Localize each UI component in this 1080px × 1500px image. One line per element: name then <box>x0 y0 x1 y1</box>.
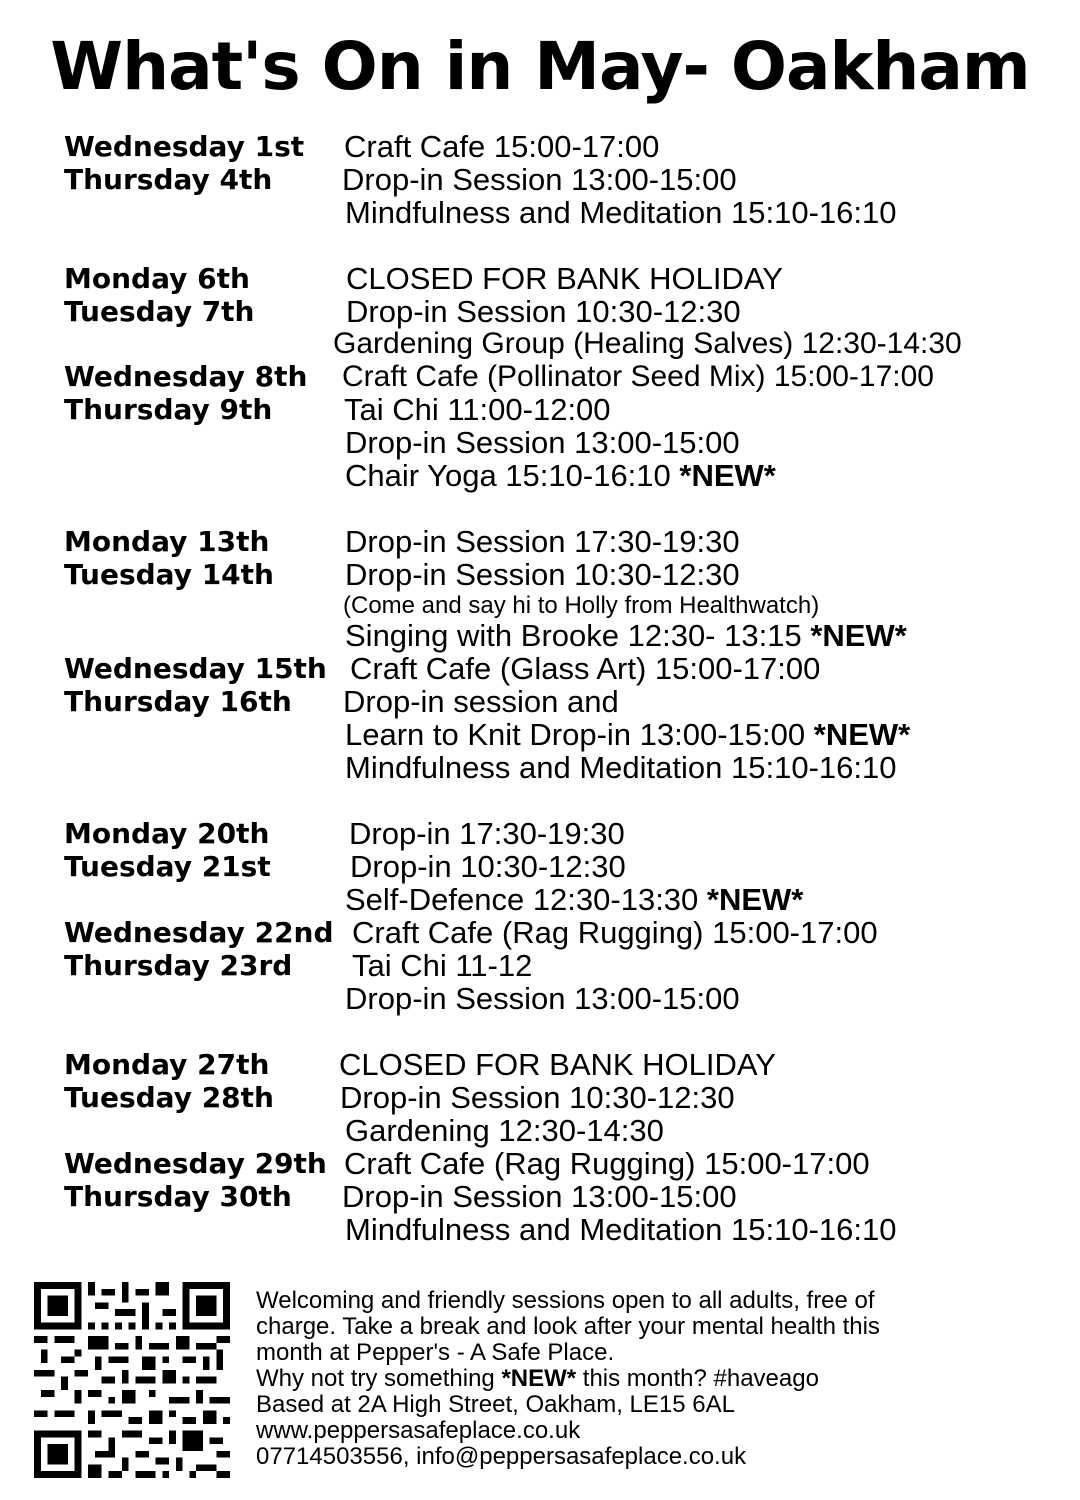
footer-line <box>256 1366 1056 1392</box>
event-label: Craft Cafe 15:00-17:00 <box>344 129 660 164</box>
event-label: Drop-in Session 10:30-12:30 <box>346 294 741 329</box>
event-label: Drop-in Session 13:00-15:00 <box>342 162 737 197</box>
page-title: What's On in May- Oakham <box>50 28 1030 105</box>
day-label: Monday 27th <box>64 1048 270 1081</box>
footer-line: month at Pepper's - A Safe Place. <box>256 1339 615 1366</box>
event-label: Craft Cafe (Rag Rugging) 15:00-17:00 <box>344 1146 870 1181</box>
day-label: Thursday 23rd <box>64 949 293 982</box>
event-label: Drop-in Session 10:30-12:30 <box>345 557 740 592</box>
schedule-row <box>0 558 1080 592</box>
schedule-row <box>0 130 1080 164</box>
event-label <box>345 459 776 493</box>
schedule-row <box>0 327 1080 361</box>
footer-line: charge. Take a break and look after your mental health this <box>256 1313 880 1340</box>
event-label <box>345 718 910 752</box>
footer-text: this month? #haveago <box>576 1365 819 1392</box>
schedule-row <box>0 817 1080 851</box>
day-label: Monday 13th <box>64 525 270 558</box>
event-text: Chair Yoga 15:10-16:10 <box>345 458 671 493</box>
event-text: Singing with Brooke 12:30- 13:15 <box>345 618 802 653</box>
event-label: Drop-in Session 13:00-15:00 <box>342 1179 737 1214</box>
new-badge: *NEW* <box>501 1365 577 1392</box>
new-badge: *NEW* <box>706 882 804 917</box>
event-label: Drop-in 17:30-19:30 <box>349 816 625 851</box>
event-label <box>345 619 907 653</box>
event-label: Mindfulness and Meditation 15:10-16:10 <box>345 1212 897 1247</box>
day-label: Monday 20th <box>64 817 270 850</box>
schedule-row <box>0 619 1080 653</box>
schedule-row <box>0 360 1080 394</box>
schedule-row <box>0 459 1080 493</box>
day-label: Monday 6th <box>64 262 250 295</box>
event-label: Craft Cafe (Glass Art) 15:00-17:00 <box>350 651 821 686</box>
event-text: Self-Defence 12:30-13:30 <box>345 882 699 917</box>
event-label: Mindfulness and Meditation 15:10-16:10 <box>345 750 897 785</box>
event-label <box>345 883 803 917</box>
event-label: Gardening 12:30-14:30 <box>345 1113 664 1148</box>
schedule-row <box>0 949 1080 983</box>
schedule-row <box>0 1147 1080 1181</box>
day-label: Wednesday 1st <box>64 130 305 163</box>
address-line: Based at 2A High Street, Oakham, LE15 6AL <box>256 1391 735 1418</box>
schedule-row <box>0 426 1080 460</box>
day-label: Thursday 16th <box>64 685 292 718</box>
new-badge: *NEW* <box>813 717 911 752</box>
website-link[interactable]: www.peppersasafeplace.co.uk <box>256 1417 581 1444</box>
day-label: Tuesday 7th <box>64 295 255 328</box>
new-badge: *NEW* <box>810 618 907 653</box>
event-label: Drop-in Session 10:30-12:30 <box>340 1080 735 1115</box>
event-label: Craft Cafe (Pollinator Seed Mix) 15:00-17:00 <box>342 360 934 393</box>
event-label: CLOSED FOR BANK HOLIDAY <box>346 261 783 296</box>
schedule-row <box>0 1180 1080 1214</box>
event-label: Mindfulness and Meditation 15:10-16:10 <box>345 195 897 230</box>
event-label: Tai Chi 11:00-12:00 <box>344 392 611 427</box>
day-label: Thursday 9th <box>64 393 273 426</box>
event-label: Craft Cafe (Rag Rugging) 15:00-17:00 <box>352 915 878 950</box>
day-label: Tuesday 28th <box>64 1081 274 1114</box>
event-label: Drop-in 10:30-12:30 <box>350 849 626 884</box>
schedule-row <box>0 883 1080 917</box>
event-label: Drop-in session and <box>343 684 619 719</box>
day-label: Tuesday 14th <box>64 558 274 591</box>
contact-line[interactable]: 07714503556, info@peppersasafeplace.co.uk <box>256 1443 747 1470</box>
schedule-row <box>0 1114 1080 1148</box>
event-text: Learn to Knit Drop-in 13:00-15:00 <box>345 717 806 752</box>
schedule-row <box>0 718 1080 752</box>
schedule-row <box>0 916 1080 950</box>
event-label: Tai Chi 11-12 <box>352 948 533 983</box>
footer-info <box>256 1288 1056 1470</box>
event-note: (Come and say hi to Holly from Healthwatch) <box>343 592 820 619</box>
schedule-row <box>0 685 1080 719</box>
day-label: Wednesday 8th <box>64 360 308 393</box>
schedule-row <box>0 850 1080 884</box>
schedule-row <box>0 751 1080 785</box>
event-label: Gardening Group (Healing Salves) 12:30-14:30 <box>333 327 962 360</box>
event-label: CLOSED FOR BANK HOLIDAY <box>339 1047 776 1082</box>
schedule-row <box>0 295 1080 329</box>
schedule-row <box>0 982 1080 1016</box>
schedule-row <box>0 1048 1080 1082</box>
day-label: Thursday 30th <box>64 1180 292 1213</box>
day-label: Tuesday 21st <box>64 850 271 883</box>
schedule-row <box>0 1081 1080 1115</box>
day-label: Wednesday 15th <box>64 652 327 685</box>
footer-line: Welcoming and friendly sessions open to all adults, free of <box>256 1287 875 1314</box>
day-label: Wednesday 22nd <box>64 916 334 949</box>
new-badge: *NEW* <box>679 458 776 493</box>
event-label: Drop-in Session 13:00-15:00 <box>345 425 740 460</box>
day-label: Wednesday 29th <box>64 1147 327 1180</box>
footer-text: Why not try something <box>256 1365 502 1392</box>
qr-code-icon[interactable] <box>34 1282 230 1478</box>
schedule-row <box>0 1213 1080 1247</box>
day-label: Thursday 4th <box>64 163 273 196</box>
schedule-row <box>0 163 1080 197</box>
event-label: Drop-in Session 17:30-19:30 <box>345 524 740 559</box>
schedule-row <box>0 262 1080 296</box>
schedule-row <box>0 393 1080 427</box>
schedule-row <box>0 652 1080 686</box>
schedule-row <box>0 196 1080 230</box>
event-label: Drop-in Session 13:00-15:00 <box>345 981 740 1016</box>
schedule-row <box>0 525 1080 559</box>
